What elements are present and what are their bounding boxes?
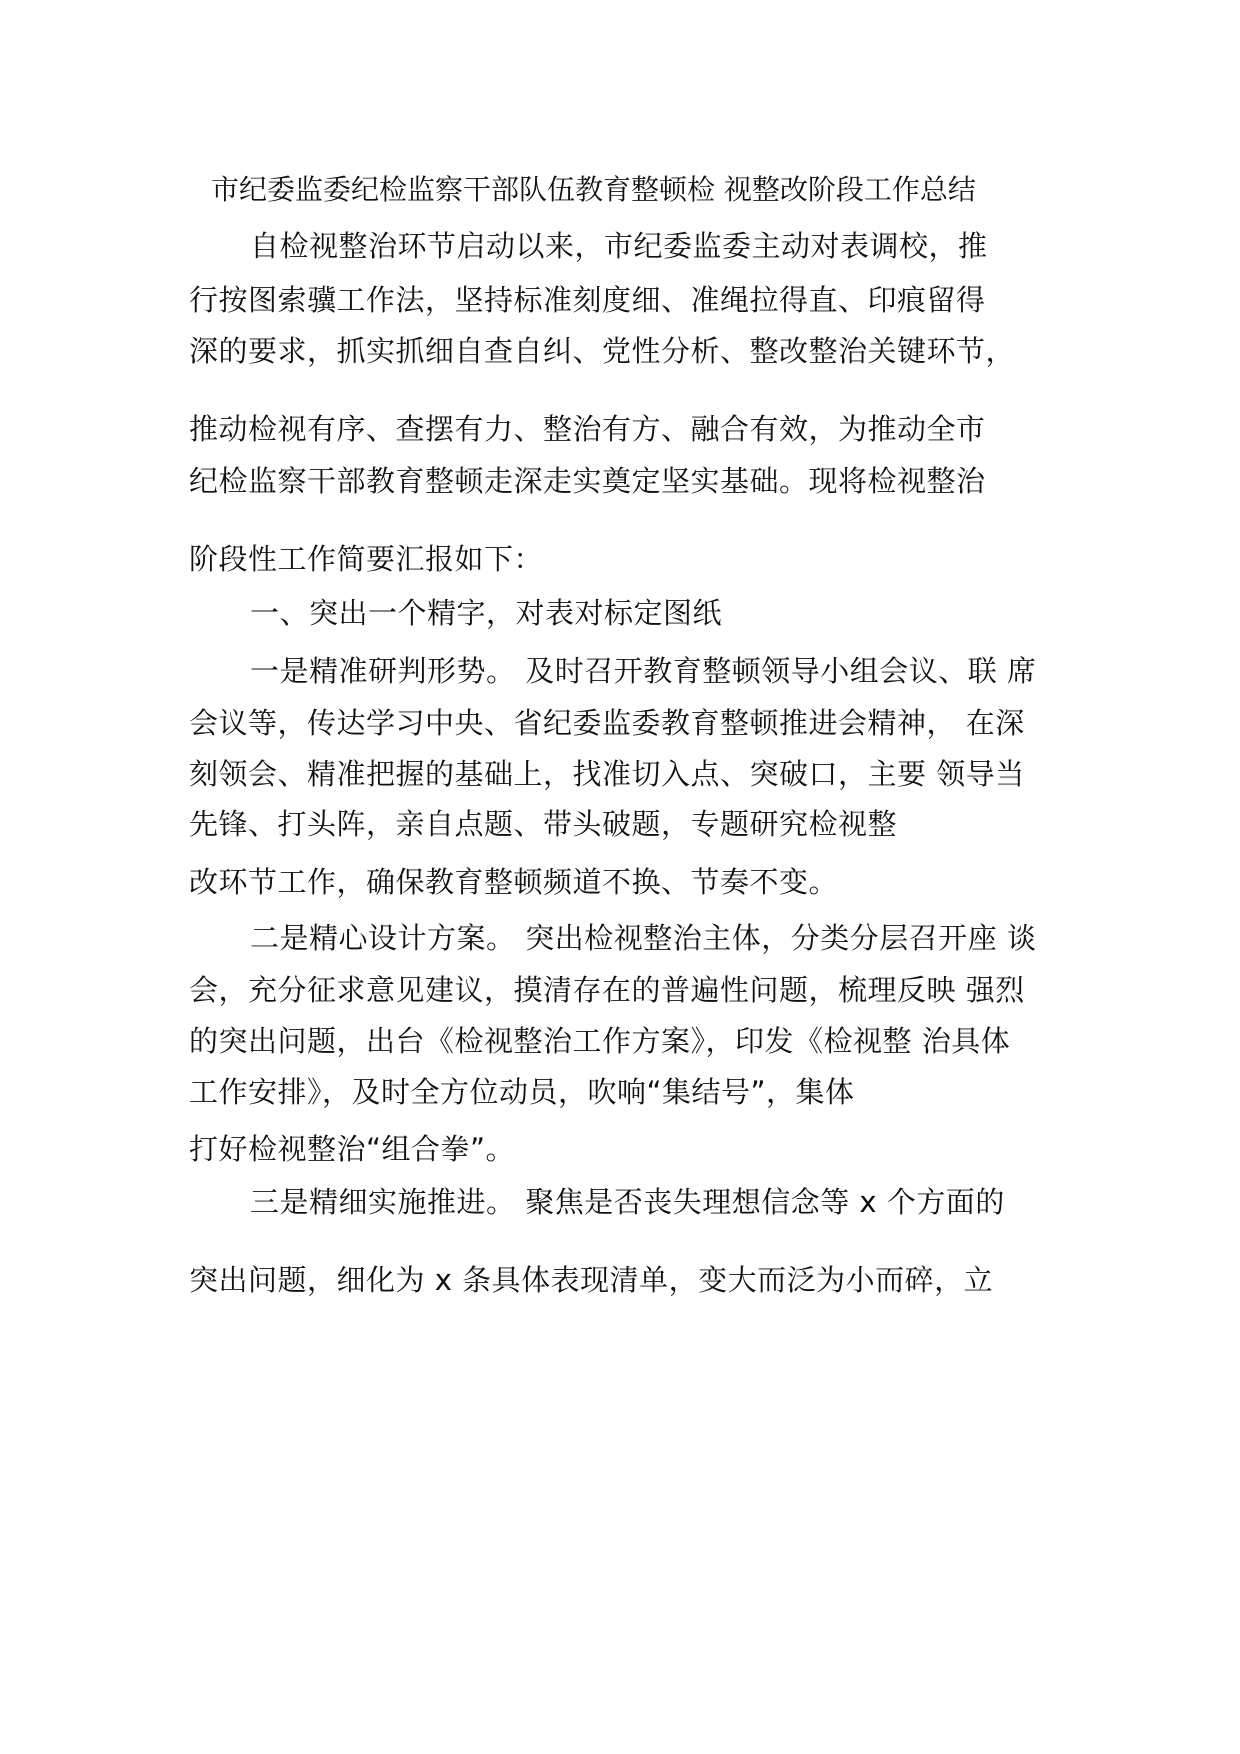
paragraph-line: 三是精细实施推进。 聚焦是否丧失理想信念等 x 个方面的 (250, 1185, 1005, 1219)
paragraph-line: 的突出问题，出台《检视整治工作方案》，印发《检视整 治具体 (189, 1024, 1011, 1058)
document-title: 市纪委监委纪检监察干部队伍教育整顿检 视整改阶段工作总结 (211, 173, 976, 206)
paragraph-line: 改环节工作，确保教育整顿频道不换、节奏不变。 (189, 865, 839, 899)
paragraph-line: 二是精心设计方案。 突出检视整治主体，分类分层召开座 谈 (250, 921, 1037, 955)
paragraph-line: 深的要求，抓实抓细自查自纠、党性分析、整改整治关键环节， (189, 334, 1016, 368)
paragraph-line: 先锋、打头阵，亲自点题、带头破题，专题研究检视整 (189, 807, 898, 841)
paragraph-line: 突出问题，细化为 x 条具体表现清单，变大而泛为小而碎，立 (189, 1263, 994, 1297)
paragraph-line: 打好检视整治“组合拳”。 (189, 1132, 516, 1166)
paragraph-line: 工作安排》，及时全方位动员，吹响“集结号”，集体 (189, 1075, 855, 1109)
paragraph-line: 自检视整治环节启动以来，市纪委监委主动对表调校，推 (250, 229, 988, 263)
paragraph-line: 推动检视有序、查摆有力、整治有方、融合有效，为推动全市 (189, 412, 986, 446)
paragraph-line: 刻领会、精准把握的基础上，找准切入点、突破口，主要 领导当 (189, 757, 1025, 791)
paragraph-line: 行按图索骥工作法，坚持标准刻度细、准绳拉得直、印痕留得 (189, 283, 986, 317)
paragraph-line: 一是精准研判形势。 及时召开教育整顿领导小组会议、联 席 (250, 654, 1037, 688)
paragraph-line: 会，充分征求意见建议，摸清存在的普遍性问题，梳理反映 强烈 (189, 973, 1025, 1007)
section-heading: 一、突出一个精字，对表对标定图纸 (250, 596, 723, 630)
paragraph-line: 纪检监察干部教育整顿走深走实奠定坚实基础。现将检视整治 (189, 464, 986, 498)
paragraph-line: 会议等，传达学习中央、省纪委监委教育整顿推进会精神， 在深 (189, 706, 1025, 740)
paragraph-line: 阶段性工作简要汇报如下： (189, 542, 544, 576)
